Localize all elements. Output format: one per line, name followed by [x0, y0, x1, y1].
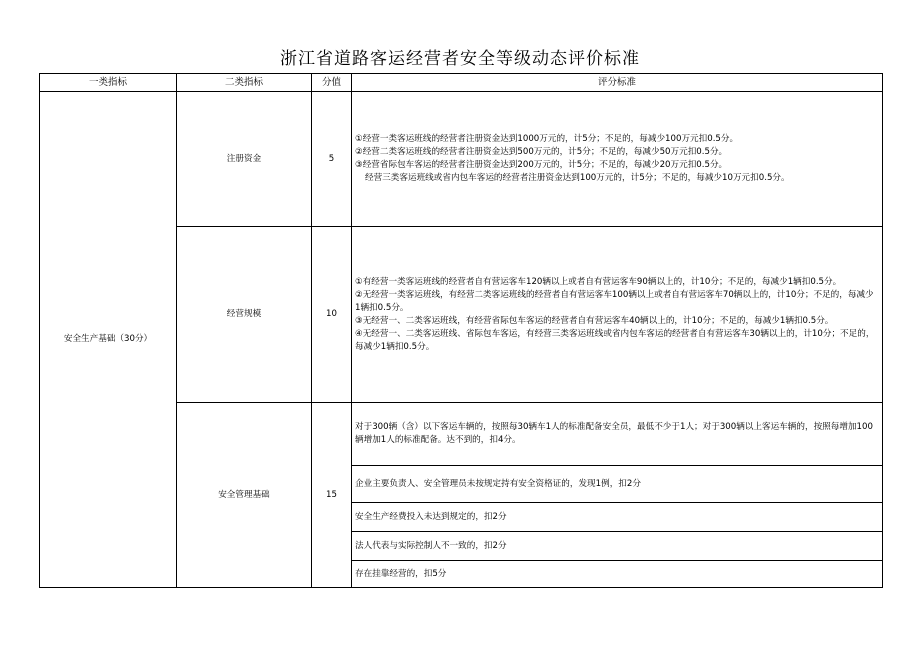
- criteria-cell: [352, 227, 883, 403]
- criteria-line: 对于300辆（含）以下客运车辆的，按照每30辆车1人的标准配备安全员，最低不少于1人；对于300辆以上客运车辆的，按照每增加100辆增加1人的标准配备。达不到的，扣4分。: [355, 422, 873, 445]
- criteria-line: 企业主要负责人、安全管理员未按规定持有安全资格证的，发现1例，扣2分: [355, 478, 641, 489]
- criteria-line: 经营三类客运班线或省内包车客运的经营者注册资金达到100万元的，计5分；不足的，每减少10万元扣0.5分。: [365, 173, 790, 183]
- indicator-name: 安全管理基础: [177, 403, 312, 588]
- criteria-line: ②无经营一类客运班线，有经营二类客运班线的经营者自有营运客车100辆以上或者自有营运客车70辆以上的，计10分；不足的，每减少1辆扣0.5分。: [355, 289, 874, 313]
- indicator-score: 5: [312, 92, 352, 227]
- criteria-line: 安全生产经费投入未达到规定的，扣2分: [355, 511, 507, 522]
- header-row: [40, 74, 883, 92]
- criteria-line: ②经营二类客运班线的经营者注册资金达到500万元的，计5分；不足的，每减少50万元扣0.5分。: [355, 147, 728, 157]
- criteria-cell: [352, 403, 883, 466]
- criteria-cell: [352, 92, 883, 227]
- page-title: 浙江省道路客运经营者安全等级动态评价标准: [280, 49, 640, 69]
- indicator-score: 10: [312, 227, 352, 403]
- criteria-line: ①经营一类客运班线的经营者注册资金达到1000万元的，计5分；不足的，每减少100万元扣0.5分。: [355, 134, 739, 144]
- criteria-cell: [352, 561, 883, 588]
- criteria-cell: [352, 503, 883, 532]
- criteria-line: ③经营省际包车客运的经营者注册资金达到200万元的，计5分；不足的，每减少20万元扣0.5分。: [355, 160, 728, 170]
- criteria-line: ④无经营一、二类客运班线、省际包车客运，有经营三类客运班线或省内包车客运的经营者自有营运客车30辆以上的，计10分；不足的，每减少1辆扣0.5分。: [355, 328, 875, 352]
- criteria-line: 法人代表与实际控制人不一致的，扣2分: [355, 540, 507, 551]
- category-cell: 安全生产基础（30分）: [40, 92, 177, 588]
- indicator-score: 15: [312, 403, 352, 588]
- indicator-name: 注册资金: [177, 92, 312, 227]
- criteria-line: 存在挂靠经营的，扣5分: [355, 568, 447, 579]
- header-cell: 二类指标: [177, 74, 312, 92]
- table-row: [40, 92, 883, 227]
- header-cell: 一类指标: [40, 74, 177, 92]
- indicator-name: 经营规模: [177, 227, 312, 403]
- criteria-cell: [352, 532, 883, 561]
- header-cell: 分值: [312, 74, 352, 92]
- criteria-cell: [352, 466, 883, 503]
- criteria-line: ③无经营一、二类客运班线，有经营省际包车客运的经营者自有营运客车40辆以上的，计10分；不足的，每减少1辆扣0.5分。: [355, 315, 834, 326]
- evaluation-table: [39, 73, 883, 588]
- criteria-line: ①有经营一类客运班线的经营者自有营运客车120辆以上或者自有营运客车90辆以上的，计10分；不足的，每减少1辆扣0.5分。: [355, 276, 842, 287]
- header-cell: 评分标准: [352, 74, 883, 92]
